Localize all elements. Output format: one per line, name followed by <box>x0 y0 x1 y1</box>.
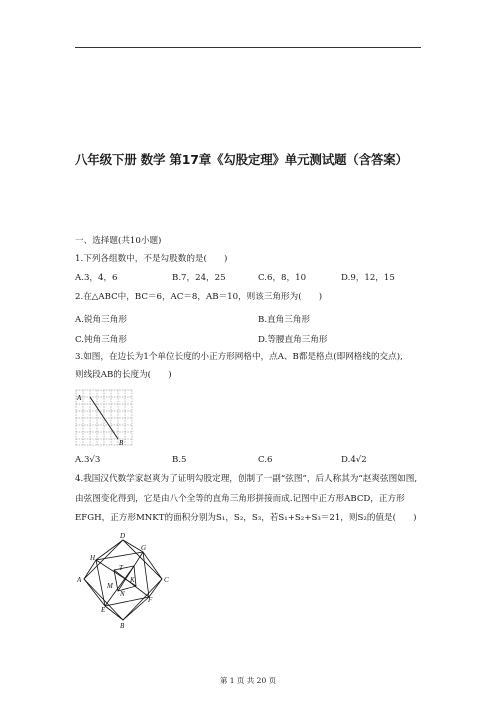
q2-stem: 2.在△ABC中，BC＝6，AC＝8，AB＝10，则该三角形为( ) <box>75 292 323 302</box>
q4-stem-line3: EFGH，正方形MNKT的面积分别为S₁，S₂，S₃，若S₁+S₂+S₃＝21，则S₂的值是( ) <box>75 513 417 523</box>
q1-stem: 1.下列各组数中，不是勾股数的是( ) <box>75 254 228 264</box>
label-h: H <box>90 554 96 562</box>
label-m: M <box>107 582 113 590</box>
q1-option-d: D.9，12，15 <box>341 273 395 283</box>
q3-option-d: D.4√2 <box>341 455 367 465</box>
q3-stem-line2: 则线段AB的长度为( ) <box>75 370 172 380</box>
label-g: G <box>141 544 147 552</box>
point-b-label: B <box>119 439 124 447</box>
label-k: K <box>130 576 135 584</box>
q3-stem-line1: 3.如图，在边长为1个单位长度的小正方形网格中，点A、B都是格点(即网格线的交点), <box>75 352 403 362</box>
header-rule <box>75 47 421 48</box>
label-d: D <box>120 532 126 540</box>
page-footer: 第 1 页 共 20 页 <box>219 676 277 685</box>
q1-option-a: A.3，4，6 <box>75 273 118 283</box>
q2-option-c: C.钝角三角形 <box>75 335 127 345</box>
q4-stem-line1: 4.我国汉代数学家赵爽为了证明勾股定理，创制了一副“弦图”，后人称其为“赵爽弦图如图, <box>75 474 418 484</box>
q2-option-d: D.等腰直角三角形 <box>258 335 328 345</box>
q4-stem-line2: 由弦图变化得到，它是由八个全等的直角三角形拼接而成.记图中正方形ABCD，正方形 <box>75 494 405 504</box>
label-t: T <box>119 564 123 572</box>
label-b: B <box>120 622 125 630</box>
label-e: E <box>101 606 106 614</box>
label-c: C <box>164 576 169 584</box>
q4-zhao-shuang-figure <box>74 530 174 630</box>
q2-option-a: A.锐角三角形 <box>75 315 127 325</box>
q3-option-c: C.6 <box>258 455 273 465</box>
label-n: N <box>120 590 125 598</box>
label-a: A <box>77 576 82 584</box>
section-heading: 一、选择题(共10小题) <box>75 236 162 246</box>
label-f: F <box>148 596 153 604</box>
q3-grid-figure <box>74 388 136 448</box>
q1-option-c: C.6，8，10 <box>258 273 307 283</box>
point-a-label: A <box>77 394 82 402</box>
square-abcd <box>84 540 162 620</box>
q3-option-a: A.3√3 <box>75 455 101 465</box>
q3-option-b: B.5 <box>172 455 187 465</box>
q2-option-b: B.直角三角形 <box>258 315 311 325</box>
page-title: 八年级下册 数学 第17章《勾股定理》单元测试题（含答案） <box>75 152 408 167</box>
q1-option-b: B.7，24，25 <box>172 273 226 283</box>
